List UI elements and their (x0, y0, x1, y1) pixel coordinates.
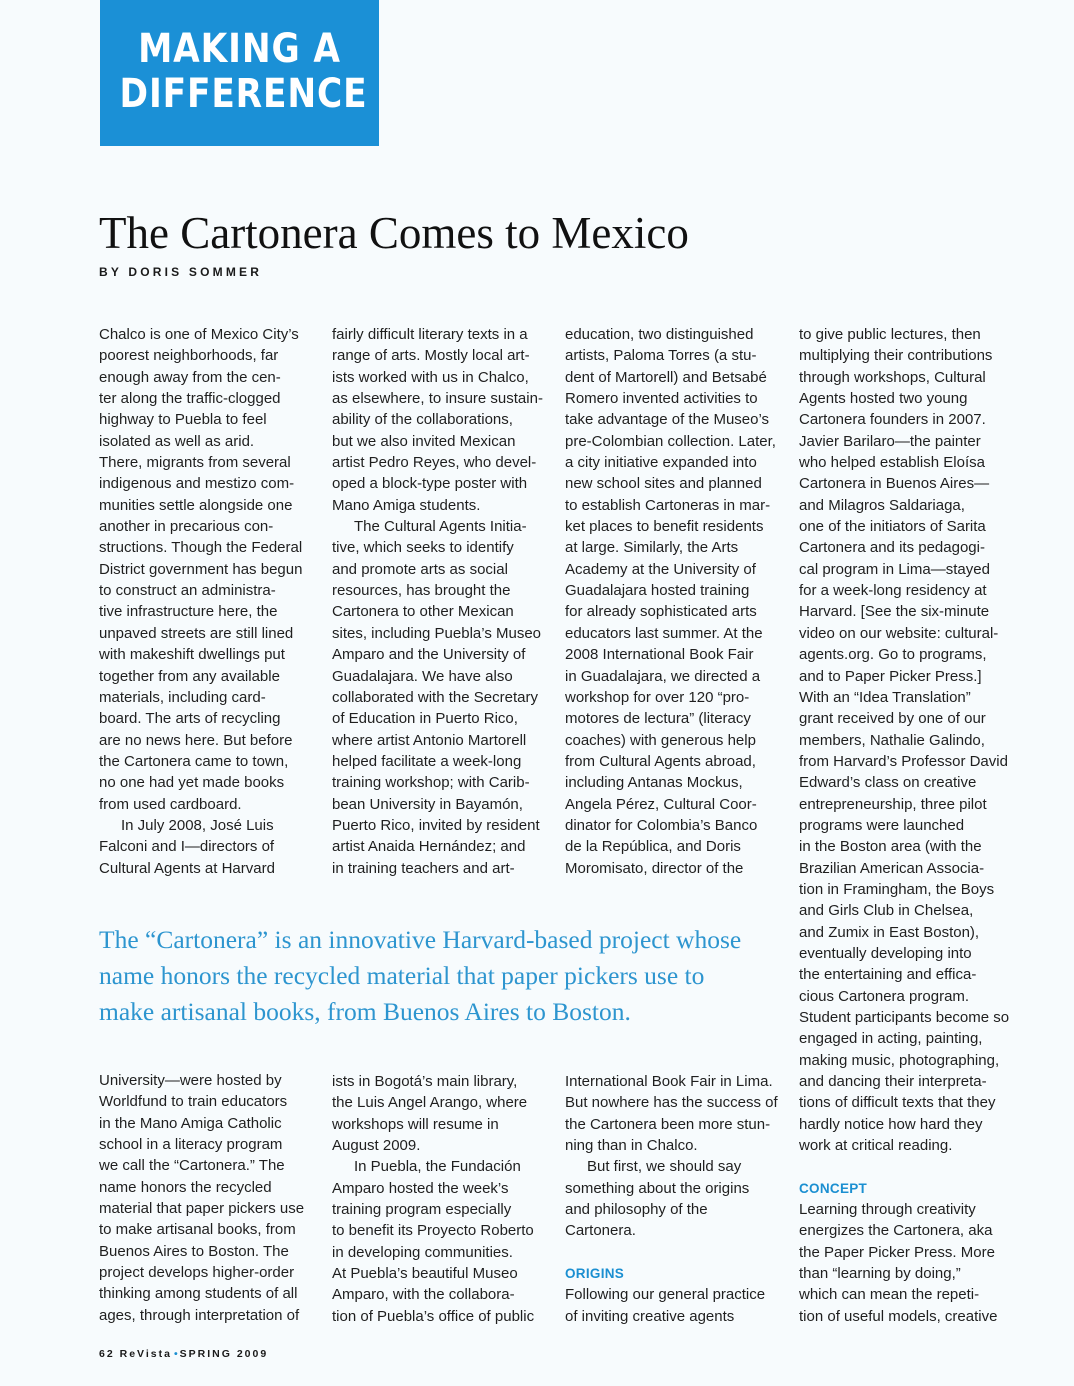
text-line: the entertaining and effica- (799, 966, 977, 984)
article-title: The Cartonera Comes to Mexico (99, 208, 689, 258)
text-line: University—were hosted by (99, 1072, 282, 1089)
text-line: but we also invited Mexican (332, 432, 516, 450)
article-column-2 (332, 324, 572, 879)
text-line: August 2009. (332, 1137, 421, 1155)
text-line: cious Cartonera program. (799, 987, 970, 1005)
text-line: education, two distinguished (565, 326, 754, 343)
text-line: Cultural Agents at Harvard (99, 859, 275, 877)
text-line: Cartonera. (565, 1222, 636, 1240)
text-line: resources, has brought the (332, 582, 511, 600)
text-line: as elsewhere, to insure sustain- (332, 390, 543, 408)
text-line: Worldfund to train educators (99, 1093, 288, 1111)
text-line: agents.org. Go to programs, (799, 646, 987, 664)
text-line: training program especially (332, 1201, 512, 1219)
text-line: something about the origins (565, 1179, 750, 1197)
text-line: collaborated with the Secretary (332, 688, 538, 706)
text-line: sites, including Puebla’s Museo (332, 624, 542, 642)
text-line: Learning through creativity (799, 1201, 976, 1219)
text-line: In Puebla, the Fundación (354, 1158, 521, 1176)
text-line: ning than in Chalco. (565, 1137, 698, 1155)
text-line: Moromisato, director of the (565, 859, 744, 877)
text-line: at large. Similarly, the Arts (565, 539, 739, 557)
text-line: where artist Antonio Martorell (332, 731, 527, 749)
page-number: 62 (99, 1348, 115, 1360)
text-line: from Cultural Agents abroad, (565, 752, 756, 770)
text-line: helped facilitate a week-long (332, 752, 522, 770)
text-line: to make artisanal books, from (99, 1221, 296, 1239)
text-line: Amparo hosted the week’s (332, 1179, 509, 1197)
text-line: and dancing their interpreta- (799, 1073, 987, 1091)
text-line: ability of the collaborations, (332, 411, 513, 429)
text-line: and Zumix in East Boston), (799, 923, 980, 941)
text-line: are no news here. But before (99, 731, 293, 749)
footer-separator: • (173, 1348, 178, 1360)
text-line: to benefit its Proyecto Roberto (332, 1222, 534, 1240)
pull-quote-line: name honors the recycled material that paper pickers use to (99, 961, 705, 990)
text-line: through workshops, Cultural (799, 368, 986, 386)
text-line: Student participants become so (799, 1009, 1010, 1026)
text-line: tion in Framingham, the Boys (799, 880, 995, 898)
text-line: in the Boston area (with the (799, 838, 982, 856)
text-line: new school sites and planned (565, 475, 762, 493)
text-line: the Cartonera came to town, (99, 752, 289, 770)
pull-quote-line: make artisanal books, from Buenos Aires to Boston. (99, 997, 631, 1026)
text-line: members, Nathalie Galindo, (799, 731, 985, 749)
text-line: of Education in Puerto Rico, (332, 710, 518, 728)
text-line: of inviting creative agents (565, 1307, 735, 1325)
pull-quote (99, 922, 789, 1030)
article-column-1 (99, 324, 339, 879)
pull-quote-line: The “Cartonera” is an innovative Harvard-based project whose (99, 925, 742, 954)
text-line: Following our general practice (565, 1286, 766, 1304)
text-line: Javier Barilaro—the painter (799, 432, 981, 450)
text-line: board. The arts of recycling (99, 710, 281, 728)
text-line: training workshop; with Carib- (332, 774, 530, 792)
text-line: workshops will resume in (332, 1115, 499, 1133)
text-line: But nowhere has the success of (565, 1094, 778, 1112)
text-line: for a week-long residency at (799, 582, 987, 600)
text-line: making music, photographing, (799, 1051, 1000, 1069)
text-line: tive infrastructure here, the (99, 603, 278, 621)
text-line: who helped establish Eloísa (799, 454, 985, 472)
text-line: no one had yet made books (99, 774, 285, 792)
text-line: programs were launched (799, 816, 965, 834)
text-line: Cartonera in Buenos Aires— (799, 475, 990, 493)
text-line: and Milagros Saldariaga, (799, 496, 965, 514)
text-line: materials, including card- (99, 688, 266, 706)
text-line: material that paper pickers use (99, 1200, 305, 1218)
text-line: artist Anaida Hernández; and (332, 838, 526, 856)
text-line: a city initiative expanded into (565, 454, 757, 472)
text-line: International Book Fair in Lima. (565, 1073, 773, 1090)
page-footer (99, 1348, 268, 1360)
text-line: isolated as well as arid. (99, 432, 255, 450)
text-line: Guadalajara. We have also (332, 667, 513, 685)
text-line: and to Paper Picker Press.] (799, 667, 982, 685)
text-line: oped a block-type poster with (332, 475, 528, 493)
text-line: ists worked with us in Chalco, (332, 368, 529, 386)
text-line: poorest neighborhoods, far (99, 347, 279, 365)
text-line: range of arts. Mostly local art- (332, 347, 530, 365)
paragraph-gap (799, 1156, 1039, 1177)
text-line: de la República, and Doris (565, 838, 741, 856)
text-line: grant received by one of our (799, 710, 986, 728)
text-line: 2008 International Book Fair (565, 646, 754, 664)
text-line: Edward’s class on creative (799, 774, 977, 792)
text-line: and philosophy of the (565, 1201, 708, 1219)
text-line: artist Pedro Reyes, who devel- (332, 454, 537, 472)
text-line: Chalco is one of Mexico City’s (99, 326, 299, 343)
text-line: Guadalajara hosted training (565, 582, 750, 600)
section-banner-line-2: DIFFERENCE (119, 71, 368, 117)
text-line: District government has begun (99, 560, 303, 578)
text-line: Angela Pérez, Cultural Coor- (565, 795, 757, 813)
text-line: At Puebla’s beautiful Museo (332, 1265, 518, 1283)
section-heading: CONCEPT (799, 1180, 868, 1196)
text-line: video on our website: cultural- (799, 624, 999, 642)
text-line: energizes the Cartonera, aka (799, 1222, 993, 1240)
text-line: ter along the traffic-clogged (99, 390, 281, 408)
magazine-name: ReVista (119, 1348, 172, 1360)
text-line: than “learning by doing,” (799, 1265, 961, 1283)
text-line: tion of useful models, creative (799, 1307, 998, 1325)
article-column-2-continued (332, 1071, 572, 1327)
text-line: structions. Though the Federal (99, 539, 303, 557)
text-line: Brazilian American Associa- (799, 859, 985, 877)
text-line: to construct an administra- (99, 582, 276, 600)
text-line: Cartonera and its pedagogi- (799, 539, 985, 557)
text-line: Mano Amiga students. (332, 496, 481, 514)
text-line: Harvard. [See the six-minute (799, 603, 990, 621)
text-line: Agents hosted two young (799, 390, 968, 408)
text-line: from used cardboard. (99, 795, 242, 813)
text-line: the Cartonera been more stun- (565, 1115, 771, 1133)
article-column-4 (799, 324, 1039, 1327)
text-line: ages, through interpretation of (99, 1306, 300, 1324)
text-line: thinking among students of all (99, 1285, 298, 1303)
text-line: and Girls Club in Chelsea, (799, 902, 974, 920)
text-line: in Guadalajara, we directed a (565, 667, 761, 685)
text-line: Cartonera founders in 2007. (799, 411, 986, 429)
text-line: educators last summer. At the (565, 624, 763, 642)
text-line: ists in Bogotá’s main library, (332, 1073, 518, 1090)
text-line: including Antanas Mockus, (565, 774, 743, 792)
text-line: pre-Colombian collection. Later, (565, 432, 776, 450)
article-column-3-continued (565, 1071, 805, 1327)
text-line: With an “Idea Translation” (799, 688, 971, 706)
article-column-1-continued (99, 1070, 339, 1326)
text-line: the Luis Angel Arango, where (332, 1094, 528, 1112)
text-line: Amparo and the University of (332, 646, 526, 664)
text-line: engaged in acting, painting, (799, 1030, 983, 1048)
text-line: Amparo, with the collabora- (332, 1286, 515, 1304)
paragraph-gap (565, 1242, 805, 1263)
section-banner-line-1: MAKING A (138, 26, 341, 72)
text-line: Puerto Rico, invited by resident (332, 816, 540, 834)
text-line: which can mean the repeti- (799, 1286, 980, 1304)
text-line: Academy at the University of (565, 560, 756, 578)
text-line: school in a literacy program (99, 1136, 283, 1154)
text-line: another in precarious con- (99, 518, 274, 536)
text-line: multiplying their contributions (799, 347, 993, 365)
text-line: in developing communities. (332, 1243, 513, 1261)
text-line: tion of Puebla’s office of public (332, 1307, 535, 1325)
text-line: Buenos Aires to Boston. The (99, 1242, 289, 1260)
article-column-3 (565, 324, 805, 879)
text-line: tive, which seeks to identify (332, 539, 514, 557)
text-line: highway to Puebla to feel (99, 411, 267, 429)
text-line: dinator for Colombia’s Banco (565, 816, 758, 834)
text-line: workshop for over 120 “pro- (565, 688, 750, 706)
text-line: to establish Cartoneras in mar- (565, 496, 771, 514)
text-line: Falconi and I—directors of (99, 838, 275, 856)
text-line: The Cultural Agents Initia- (354, 518, 527, 536)
issue-label: SPRING 2009 (179, 1348, 269, 1360)
text-line: artists, Paloma Torres (a stu- (565, 347, 757, 365)
text-line: tions of difficult texts that they (799, 1094, 996, 1112)
text-line: motores de lectura” (literacy (565, 710, 751, 728)
text-line: to give public lectures, then (799, 326, 981, 343)
text-line: in the Mano Amiga Catholic (99, 1114, 282, 1132)
article-byline: BY DORIS SOMMER (99, 265, 263, 279)
text-line: take advantage of the Museo’s (565, 411, 770, 429)
text-line: ket places to benefit residents (565, 518, 764, 536)
text-line: work at critical reading. (799, 1137, 953, 1155)
text-line: But first, we should say (587, 1158, 742, 1176)
text-line: Romero invented activities to (565, 390, 758, 408)
text-line: in training teachers and art- (332, 859, 515, 877)
text-line: hardly notice how hard they (799, 1115, 983, 1133)
text-line: There, migrants from several (99, 454, 291, 472)
text-line: entrepreneurship, three pilot (799, 795, 987, 813)
text-line: bean University in Bayamón, (332, 795, 523, 813)
text-line: one of the initiators of Sarita (799, 518, 986, 536)
text-line: unpaved streets are still lined (99, 624, 294, 642)
text-line: we call the “Cartonera.” The (99, 1157, 285, 1175)
text-line: together from any available (99, 667, 280, 685)
text-line: fairly difficult literary texts in a (332, 326, 528, 343)
text-line: with makeshift dwellings put (99, 646, 285, 664)
text-line: for already sophisticated arts (565, 603, 757, 621)
text-line: the Paper Picker Press. More (799, 1243, 995, 1261)
text-line: coaches) with generous help (565, 731, 756, 749)
text-line: enough away from the cen- (99, 368, 281, 386)
text-line: eventually developing into (799, 944, 972, 962)
text-line: and promote arts as social (332, 560, 508, 578)
text-line: project develops higher-order (99, 1264, 295, 1282)
text-line: munities settle alongside one (99, 496, 293, 514)
section-heading: ORIGINS (565, 1266, 625, 1282)
text-line: In July 2008, José Luis (121, 816, 274, 834)
text-line: dent of Martorell) and Betsabé (565, 368, 767, 386)
section-banner (100, 0, 379, 146)
text-line: name honors the recycled (99, 1178, 272, 1196)
text-line: cal program in Lima—stayed (799, 560, 990, 578)
text-line: Cartonera to other Mexican (332, 603, 514, 621)
text-line: from Harvard’s Professor David (799, 752, 1008, 770)
text-line: indigenous and mestizo com- (99, 475, 295, 493)
